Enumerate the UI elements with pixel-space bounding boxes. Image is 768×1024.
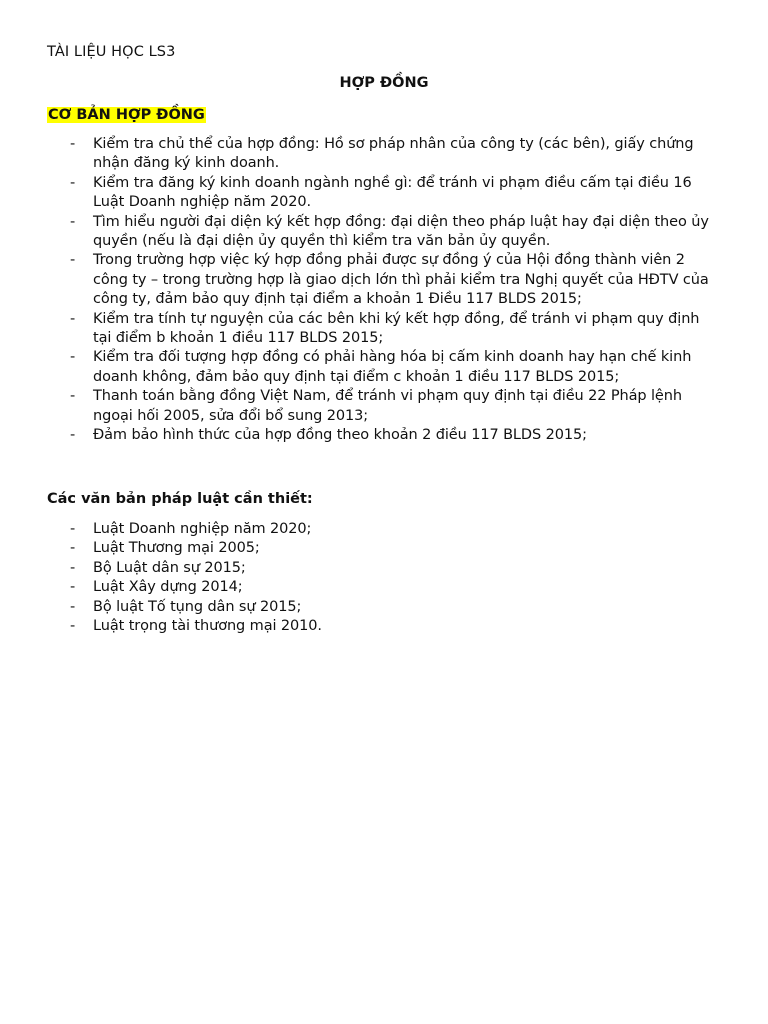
list-item: - Luật Xây dựng 2014; xyxy=(70,578,720,597)
section-heading xyxy=(47,106,206,125)
list-item: - Tìm hiểu người đại diện ký kết hợp đồng: đại diện theo pháp luật hay đại diện theo ủy quyền (nếu là đại diện ủy quyền thì kiểm tra văn bản ủy quyền. xyxy=(70,213,720,252)
list-item: - Kiểm tra tính tự nguyện của các bên khi ký kết hợp đồng, để tránh vi phạm quy định tại điểm b khoản 1 điều 117 BLDS 2015; xyxy=(70,310,720,349)
laws-list xyxy=(70,520,720,636)
list-item: - Kiểm tra đối tượng hợp đồng có phải hàng hóa bị cấm kinh doanh hay hạn chế kinh doanh không, đảm bảo quy định tại điểm c khoản 1 điều 117 BLDS 2015; xyxy=(70,348,720,387)
list-item: - Kiểm tra chủ thể của hợp đồng: Hồ sơ pháp nhân của công ty (các bên), giấy chứng nhận đăng ký kinh doanh. xyxy=(70,135,720,174)
laws-heading: Các văn bản pháp luật cần thiết: xyxy=(47,491,313,507)
list-item: - Bộ luật Tố tụng dân sự 2015; xyxy=(70,598,720,617)
list-item: - Luật trọng tài thương mại 2010. xyxy=(70,617,720,636)
list-item: - Trong trường hợp việc ký hợp đồng phải được sự đồng ý của Hội đồng thành viên 2 công ty – trong trường hợp là giao dịch lớn thì phải kiểm tra Nghị quyết của HĐTV của công ty, đảm bảo quy định tại điểm a khoản 1 Điều 117 BLDS 2015; xyxy=(70,251,720,309)
list-item: - Luật Doanh nghiệp năm 2020; xyxy=(70,520,720,539)
list-item: - Luật Thương mại 2005; xyxy=(70,539,720,558)
list-item: - Đảm bảo hình thức của hợp đồng theo khoản 2 điều 117 BLDS 2015; xyxy=(70,426,720,445)
highlighted-heading-text: CƠ BẢN HỢP ĐỒNG xyxy=(48,107,205,123)
list-item: - Kiểm tra đăng ký kinh doanh ngành nghề gì: để tránh vi phạm điều cấm tại điều 16 Luật Doanh nghiệp năm 2020. xyxy=(70,174,720,213)
document-title: HỢP ĐỒNG xyxy=(339,75,429,91)
document-header: TÀI LIỆU HỌC LS3 xyxy=(47,44,176,60)
list-item: - Bộ Luật dân sự 2015; xyxy=(70,559,720,578)
list-item: - Thanh toán bằng đồng Việt Nam, để tránh vi phạm quy định tại điều 22 Pháp lệnh ngoại hối 2005, sửa đổi bổ sung 2013; xyxy=(70,387,720,426)
contract-checklist xyxy=(70,135,720,446)
